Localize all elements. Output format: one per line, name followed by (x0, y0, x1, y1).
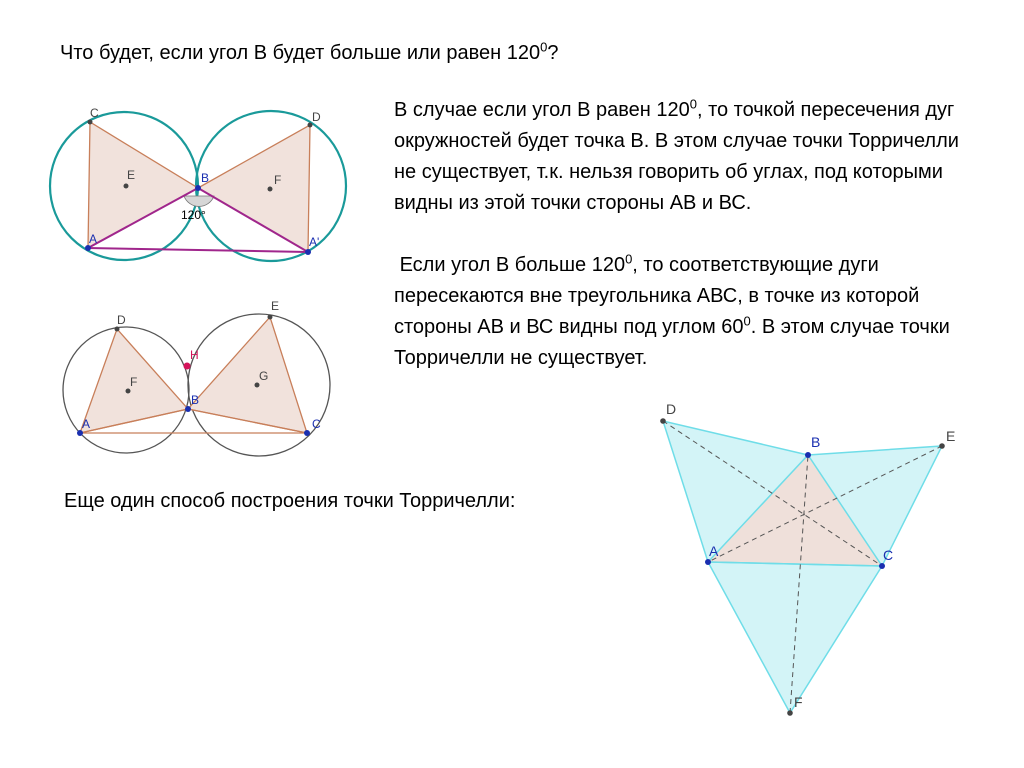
segment-aa2 (88, 248, 308, 252)
point-h (184, 363, 191, 370)
point-f (268, 187, 273, 192)
label-d3: D (666, 401, 677, 417)
angle-arc-120 (184, 196, 214, 206)
figure-torricelli-construction (660, 401, 955, 716)
point-c (88, 120, 93, 125)
label-f2: F (130, 375, 138, 389)
label-e3: E (946, 428, 956, 444)
triangle-bda (198, 125, 310, 252)
label-angle-120: 120° (181, 208, 206, 222)
figure-angle-greater-120 (63, 299, 330, 456)
figure-angle-120 (50, 106, 346, 261)
point-c2 (304, 430, 310, 436)
label-c2: C (312, 417, 321, 431)
label-c3: C (883, 547, 894, 563)
label-e2: E (271, 299, 280, 313)
point-b (195, 185, 201, 191)
point-e (124, 184, 129, 189)
label-f: F (274, 173, 282, 187)
label-b: B (201, 171, 210, 185)
point-g (255, 383, 260, 388)
point-f3 (787, 710, 793, 716)
another-method-text: Еще один способ построения точки Торричелли: (64, 490, 516, 512)
label-a: A (89, 232, 98, 246)
label-a4: A (709, 543, 719, 559)
label-h: H (190, 348, 199, 362)
point-e3 (939, 443, 945, 449)
point-f2 (126, 389, 131, 394)
label-c: C (90, 106, 99, 120)
point-c3 (879, 563, 885, 569)
triangle-bec (188, 317, 307, 433)
point-d2 (115, 327, 120, 332)
label-a-prime: A' (309, 235, 320, 249)
point-a4 (705, 559, 711, 565)
point-d3 (660, 418, 666, 424)
label-b3: B (811, 434, 821, 450)
slide-heading: Что будет, если угол В будет больше или равен $120^0$? (60, 39, 559, 64)
label-b2: B (191, 393, 200, 407)
label-f3: F (794, 694, 803, 710)
paragraph-equal-120: В случае если угол В равен $120^0$, то точкой пересечения дуг окружностей будет точка В. В этом случае точки Торричелли не существует, т.к. нельзя говорить об углах, под которыми видны из этой точки стороны АВ и ВС. (394, 96, 959, 214)
paragraph-greater-120: Если угол В больше $120^0$, то соответствующие дуги пересекаются вне треугольника АВС, в точке из которой стороны АВ и ВС видны под углом $60^0$. В этом случае точки Торричелли не существует. (394, 251, 950, 369)
label-d2: D (117, 313, 126, 327)
point-e2 (268, 315, 273, 320)
point-a2 (305, 249, 311, 255)
label-a3: A (82, 417, 91, 431)
label-g: G (259, 369, 269, 383)
label-e: E (127, 168, 136, 182)
point-b3 (805, 452, 811, 458)
label-d: D (312, 110, 321, 124)
